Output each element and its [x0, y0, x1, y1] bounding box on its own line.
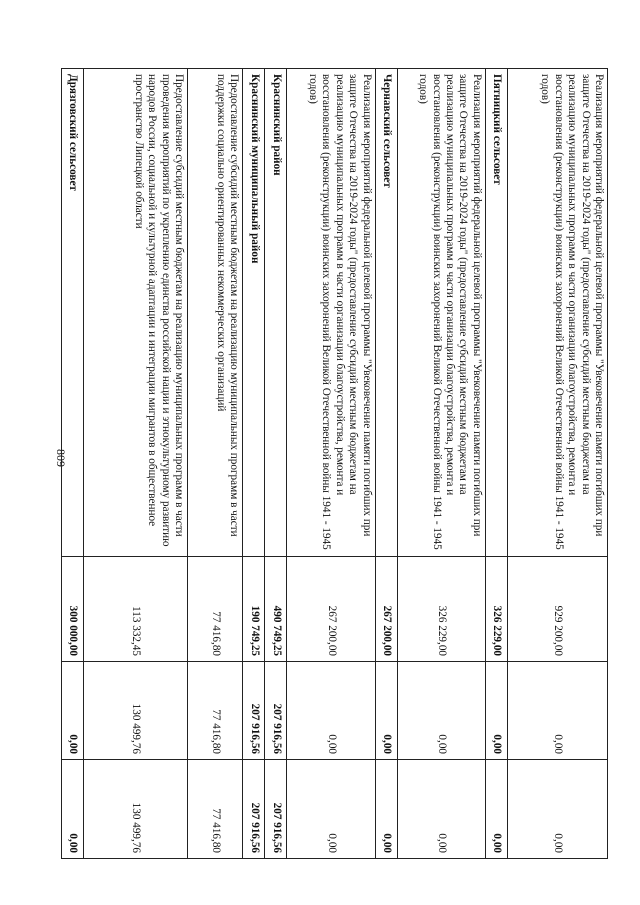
row-value-2: 207 916,56 — [265, 662, 287, 760]
table-row — [375, 69, 397, 859]
row-value-1: 326 229,00 — [397, 557, 485, 662]
row-value-1: 929 200,00 — [507, 557, 607, 662]
row-value-3: 130 499,76 — [84, 760, 188, 859]
row-value-3: 0,00 — [62, 760, 84, 859]
row-name: Дрязговский сельсовет — [62, 69, 84, 557]
row-value-3: 207 916,56 — [265, 760, 287, 859]
budget-table — [61, 68, 608, 859]
row-value-2: 0,00 — [397, 662, 485, 760]
row-value-2: 207 916,56 — [243, 662, 265, 760]
row-value-2: 0,00 — [485, 662, 507, 760]
table-row — [397, 69, 485, 859]
page-number: 809 — [54, 449, 68, 467]
table-row — [84, 69, 188, 859]
table-row — [265, 69, 287, 859]
row-value-3: 0,00 — [485, 760, 507, 859]
row-value-1: 490 749,25 — [265, 557, 287, 662]
rotated-table-wrapper — [61, 68, 608, 858]
row-value-3: 77 416,80 — [188, 760, 243, 859]
row-value-2: 0,00 — [287, 662, 375, 760]
row-name: Краснинский муниципальный район — [243, 69, 265, 557]
row-value-3: 0,00 — [287, 760, 375, 859]
table-row — [188, 69, 243, 859]
row-name: Краснинский район — [265, 69, 287, 557]
row-value-3: 0,00 — [507, 760, 607, 859]
row-value-3: 0,00 — [375, 760, 397, 859]
table-row — [62, 69, 84, 859]
row-name: Реализация мероприятий федеральной целевой программы "Увековечение памяти погибших при защите Отечества на 2019-2024 годы" (предоставление субсидий местным бюджетам на реализацию муниципальных программ в части организации благоустройства, ремонта и восстановления (реконструкции) воинских захоронений Великой Отечественной войны 1941 - 1945 годов) — [287, 69, 375, 557]
row-value-1: 267 200,00 — [287, 557, 375, 662]
table-row — [243, 69, 265, 859]
table-row — [485, 69, 507, 859]
row-value-1: 300 000,00 — [62, 557, 84, 662]
row-name: Предоставление субсидий местным бюджетам на реализацию муниципальных программ в части проведения мероприятий по укреплению единства российской нации и этнокультурному развитию народов России, социальной и культурной адаптации и интеграции мигрантов в общественное пространство Липецкой области — [84, 69, 188, 557]
row-value-1: 267 200,00 — [375, 557, 397, 662]
row-value-2: 130 499,76 — [84, 662, 188, 760]
row-value-2: 0,00 — [62, 662, 84, 760]
row-value-1: 77 416,80 — [188, 557, 243, 662]
table-row — [507, 69, 607, 859]
table-container — [61, 68, 608, 858]
row-name: Реализация мероприятий федеральной целевой программы "Увековечение памяти погибших при защите Отечества на 2019-2024 годы" (предоставление субсидий местным бюджетам на реализацию муниципальных программ в части организации благоустройства, ремонта и восстановления (реконструкции) воинских захоронений Великой Отечественной войны 1941 - 1945 годов) — [507, 69, 607, 557]
row-value-2: 77 416,80 — [188, 662, 243, 760]
row-value-1: 326 229,00 — [485, 557, 507, 662]
row-name: Чернавский сельсовет — [375, 69, 397, 557]
row-value-2: 0,00 — [375, 662, 397, 760]
table-row — [287, 69, 375, 859]
row-name: Предоставление субсидий местным бюджетам на реализацию муниципальных программ в части поддержки социально ориентированных некоммерческих организаций — [188, 69, 243, 557]
row-value-1: 190 749,25 — [243, 557, 265, 662]
row-value-3: 207 916,56 — [243, 760, 265, 859]
row-name: Пятницкий сельсовет — [485, 69, 507, 557]
row-value-1: 113 332,45 — [84, 557, 188, 662]
row-name: Реализация мероприятий федеральной целевой программы "Увековечение памяти погибших при защите Отечества на 2019-2024 годы" (предоставление субсидий местным бюджетам на реализацию муниципальных программ в части организации благоустройства, ремонта и восстановления (реконструкции) воинских захоронений Великой Отечественной войны 1941 - 1945 годов) — [397, 69, 485, 557]
row-value-2: 0,00 — [507, 662, 607, 760]
row-value-3: 0,00 — [397, 760, 485, 859]
